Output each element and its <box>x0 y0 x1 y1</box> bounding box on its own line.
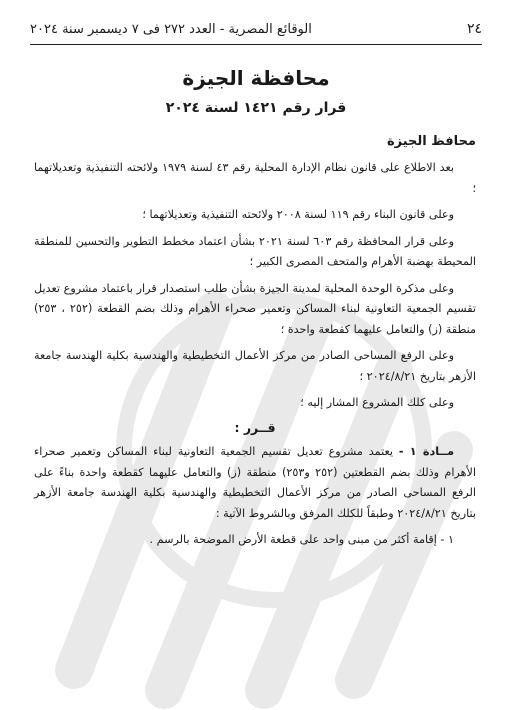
preamble-paragraph: وعلى كلك المشروع المشار إليه ؛ <box>300 396 454 409</box>
page-number: ٢٤ <box>466 21 482 37</box>
running-header <box>30 18 482 40</box>
issuer-heading: محافظ الجيزة <box>386 134 476 149</box>
document-subtitle: قرار رقم ١٤٢١ لسنة ٢٠٢٤ <box>165 100 347 116</box>
article-text: يعتمد مشروع تعديل تقسيم الجمعية التعاونية لبناء المساكن وتعمير صحراء الأهرام وذلك بضم القطعتين (٢٥٢ و٢٥٣) منطقة (ز) والتعامل عليهما كقطعة واحدة بناءً على الرفع المساحى الصادر من مركز الأعمال التخطيطية والهندسية بكلية الهندسة جامعة الأزهر بتاريخ ٢٠٢٤/٨/٢١ وطبقاً للكلك المرفق وبالشروط الآتية : <box>34 445 476 520</box>
preamble-paragraph: وعلى الرفع المساحى الصادر من مركز الأعمال التخطيطية والهندسية بكلية الهندسة جامعة الأزهر بتاريخ ٢٠٢٤/٨/٢١ ؛ <box>34 349 476 383</box>
condition-item: ١ - إقامة أكثر من مبنى واحد على قطعة الأرض الموضحة بالرسم . <box>149 533 454 546</box>
article-1 <box>34 442 476 524</box>
publication-line: الوقائع المصرية - العدد ٢٧٢ فى ٧ ديسمبر سنة ٢٠٢٤ <box>30 21 312 37</box>
preamble-paragraph: وعلى قانون البناء رقم ١١٩ لسنة ٢٠٠٨ ولائحته التنفيذية وتعديلاتهما ؛ <box>142 208 454 221</box>
document-body <box>34 158 476 557</box>
preamble-paragraph: وعلى قرار المحافظة رقم ٦٠٣ لسنة ٢٠٢١ بشأن اعتماد مخطط التطوير والتحسين للمنطقة المحيطة بهضبة الأهرام والمتحف المصرى الكبير ؛ <box>34 234 476 268</box>
header-rule <box>30 44 482 45</box>
preamble-paragraph: بعد الاطلاع على قانون نظام الإدارة المحلية رقم ٤٣ لسنة ١٩٧٩ ولائحته التنفيذية وتعديلاتهما ؛ <box>34 161 476 195</box>
article-label: مــادة ١ - <box>398 445 454 458</box>
document-title: محافظة الجيزة <box>182 66 330 90</box>
preamble-paragraph: وعلى مذكرة الوحدة المحلية لمدينة الجيزة بشأن طلب استصدار قرار باعتماد مشروع تعديل تقسيم الجمعية التعاونية لبناء المساكن وتعمير صحراء الأهرام وذلك بضم القطعة (٢٥٢ ، ٢٥٣) منطقة (ز) والتعامل عليهما كقطعة واحدة ؛ <box>34 281 476 336</box>
decision-heading: قــرر : <box>234 419 276 435</box>
